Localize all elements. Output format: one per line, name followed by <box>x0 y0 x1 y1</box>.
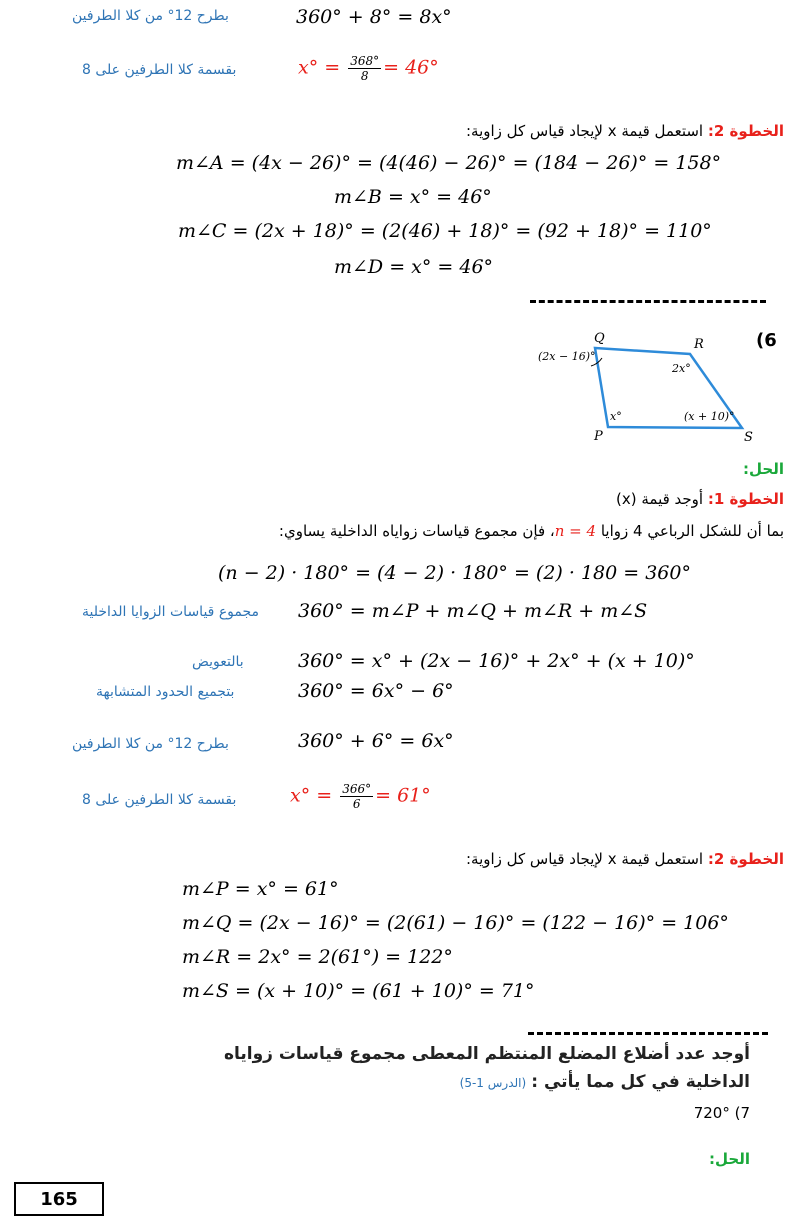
note-combine: بتجميع الحدود المتشابهة <box>96 684 235 700</box>
equation-combine: 360° = 6x° − 6° <box>298 680 454 702</box>
separator-1 <box>530 300 766 303</box>
note-subtract-2: بطرح 12° من كلا الطرفين <box>72 736 229 752</box>
note-divide: بقسمة كلا الطرفين على 8 <box>82 62 237 78</box>
angle-label-r: 2x° <box>672 362 691 375</box>
angle-Q: m∠Q = (2x − 16)° = (2(61) − 16)° = (122 − 16)° = 106° <box>182 912 729 934</box>
equation-solve-x: x° = $\frac{366^\circ}{6}$ = 61° <box>290 782 431 811</box>
angle-sum-equation: (n − 2) · 180° = (4 − 2) · 180° = (2) · 180 = 360° <box>218 562 691 584</box>
angle-A: m∠A = (4x − 26)° = (4(46) − 26)° = (184 − 26)° = 158° <box>176 152 722 174</box>
label-r: R <box>694 337 704 352</box>
equation-add: 360° + 6° = 6x° <box>298 730 454 752</box>
note-interior-sum: مجموع قياسات الزوايا الداخلية <box>82 604 260 620</box>
page-number: 165 <box>40 1188 78 1210</box>
equation-2: x° = $\frac{368^\circ}{8}$ = 46° <box>298 54 439 83</box>
angle-R: m∠R = 2x° = 2(61°) = 122° <box>182 946 453 968</box>
problem7-solution-label: الحل: <box>709 1150 750 1168</box>
note-substitute: بالتعويض <box>192 654 244 670</box>
quadrilateral-figure <box>528 320 768 446</box>
separator-2 <box>528 1032 768 1035</box>
solution-label: الحل: <box>743 460 784 478</box>
label-p: P <box>594 429 603 444</box>
label-q: Q <box>594 331 605 346</box>
step2a-line: الخطوة 2: استعمل قيمة x لإيجاد قياس كل زاوية: <box>465 122 784 140</box>
step1-line: الخطوة 1: أوجد قيمة (x) <box>615 490 784 508</box>
note-subtract: بطرح 12° من كلا الطرفين <box>72 8 229 24</box>
angle-label-p: x° <box>610 410 622 423</box>
angle-B: m∠B = x° = 46° <box>334 186 492 208</box>
angle-label-s: (x + 10)° <box>684 410 735 423</box>
angle-S: m∠S = (x + 10)° = (61 + 10)° = 71° <box>182 980 535 1002</box>
equation-substitute: 360° = x° + (2x − 16)° + 2x° + (x + 10)° <box>298 650 695 672</box>
note-divide-2: بقسمة كلا الطرفين على 8 <box>82 792 237 808</box>
equation-1: 360° + 8° = 8x° <box>296 6 452 28</box>
intro-line: بما أن للشكل الرباعي 4 زوايا n = 4، فإن مجموع قياسات زواياه الداخلية يساوي: <box>278 522 784 540</box>
label-s: S <box>744 430 753 445</box>
step2-line: الخطوة 2: استعمل قيمة x لإيجاد قياس كل زاوية: <box>465 850 784 868</box>
problem7-item: 720° (7 <box>693 1104 750 1122</box>
angle-D: m∠D = x° = 46° <box>334 256 494 278</box>
angle-C: m∠C = (2x + 18)° = (2(46) + 18)° = (92 + 18)° = 110° <box>178 220 712 242</box>
angle-label-q: (2x − 16)° <box>538 350 596 363</box>
problem7-question-line1: أوجد عدد أضلاع المضلع المنتظم المعطى مجموع قياسات زواياه <box>223 1044 750 1064</box>
angle-P: m∠P = x° = 61° <box>182 878 339 900</box>
page-number-box <box>14 1182 104 1216</box>
equation-sum-angles: 360° = m∠P + m∠Q + m∠R + m∠S <box>298 600 648 622</box>
problem-number-6: (6 <box>756 330 777 351</box>
problem7-question-line2: الداخلية في كل مما يأتي : (الدرس 1-5) <box>459 1072 750 1092</box>
